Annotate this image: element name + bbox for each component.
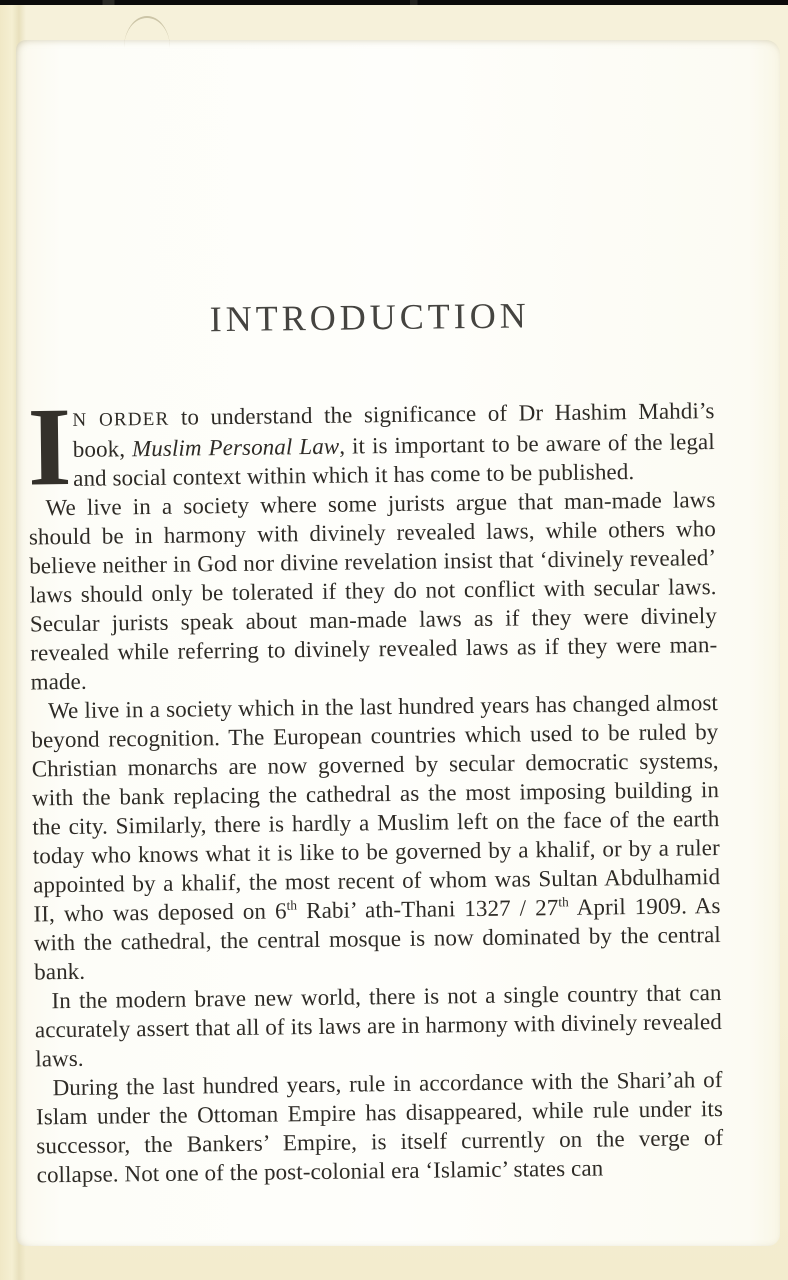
book-title-italic: Muslim Personal Law [131, 433, 340, 462]
page-curl-mark [124, 16, 170, 48]
ordinal-superscript-27th: th [558, 894, 569, 910]
paragraph-3-text-end: April 1909. As with the cathedral, the central mosque is now dominated by the central bank. [33, 893, 721, 985]
chapter-title: INTRODUCTION [209, 295, 530, 340]
paragraph-1 [27, 384, 715, 510]
paragraph-3-text-middle: Rabi’ ath-Thani 1327 / 27 [297, 895, 559, 924]
page-content [26, 292, 724, 1189]
ordinal-superscript-6th: th [286, 897, 298, 913]
paragraph-1-text-end: , it is important to be aware of the legal and social context within which it has come to be published. [73, 429, 715, 491]
drop-cap-letter: I [27, 384, 73, 510]
paragraph-1-text-start: to understand the significance of Dr Hashim Mahdi’s book, [72, 398, 715, 462]
scanner-edge-bar [0, 0, 788, 5]
lead-small-caps: N ORDER [72, 408, 170, 431]
paragraph-5: During the last hundred years, rule in accordance with the Shari’ah of Islam under the Ottoman Empire has disappeared, while rule under its successor, the Bankers’ Empire, is itself currently on the verge of collapse. Not one of the post-colonial era ‘Islamic’ states can [35, 1067, 724, 1188]
paragraph-3-text-start: We live in a society which in the last hundred years has changed almost beyond recognition. The European countries which used to be ruled by Christian monarchs are now governed by secular democratic systems, with the bank replacing the cathedral as the most imposing building in the city. Similarly, there is hardly a Muslim left on the face of the earth today who knows what it is like to be governed by a khalif, or by a ruler appointed by a khalif, the most recent of whom was Sultan Abdulhamid II, who was deposed on 6 [31, 690, 721, 927]
paragraph-2: We live in a society where some jurists argue that man-made laws should be in harmony with divinely revealed laws, while others who believe neither in God nor divine revelation insist that ‘divinely revealed’ laws should only be tolerated if they do not conflict with secular laws. Secular jurists speak about man-made laws as if they were divinely revealed while referring to divinely revealed laws as if they were man-made. [28, 487, 718, 695]
paragraph-4: In the modern brave new world, there is not a single country that can accurately assert that all of its laws are in harmony with divinely revealed laws. [34, 980, 723, 1072]
paragraph-3 [31, 688, 721, 986]
